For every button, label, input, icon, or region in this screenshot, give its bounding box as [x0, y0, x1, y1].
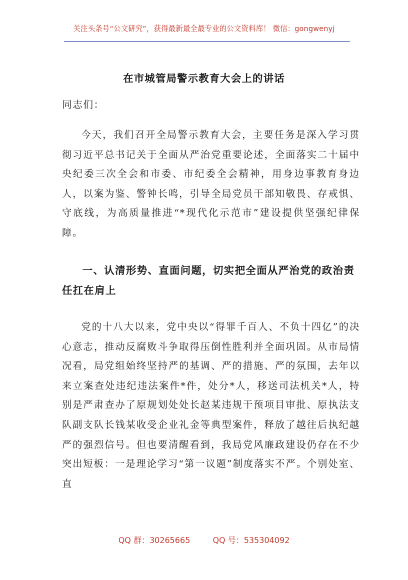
footer-contact	[0, 535, 408, 546]
paragraph-section-1: 党的十八大以来，党中央以“得罪千百人、不负十四亿”的决心意志，推动反腐败斗争取得压倒性胜利并全面巩固。从市局情况看，局党组始终坚持严的基调、严的措施、严的氛围，去年以来立案查处违纪违法案件*件，处分*人，移送司法机关*人，特别是严肃查办了原规划处处长赵某违规干预项目审批、原执法支队副支队长钱某收受企业礼金等典型案件，释放了越往后执纪越严的强烈信号。但也要清醒看到，我局党风廉政建设仍存在不少突出短板：一是理论学习“第一议题”制度落实不严。个别处室、直	[62, 322, 360, 490]
section-heading-1: 一、认清形势、直面问题，切实把全面从严治党的政治责任扛在肩上	[62, 266, 355, 297]
salutation: 同志们：	[62, 100, 105, 111]
header-banner: 关注头条号“公文研究”，获得最新最全最专业的公文资料库！ 微信：gongwenyj	[73, 24, 335, 33]
paragraph-intro: 今天，我们召开全局警示教育大会，主要任务是深入学习贯彻习近平总书记关于全面从严治党重要论述，全面落实二十届中央纪委三次全会和市委、市纪委全会精神，用身边事教育身边人，以案为鉴、警钟长鸣，引导全局党员干部知敬畏、存戒惧、守底线，为高质量推进“*现代化示范市”建设提供坚强纪律保障。	[62, 130, 360, 239]
header-divider	[64, 41, 350, 42]
document-title: 在市城管局警示教育大会上的讲话	[123, 74, 285, 85]
footer-qq-group: QQ 群：30265665	[118, 536, 191, 545]
footer-qq-number: QQ 号：535304092	[212, 536, 290, 545]
